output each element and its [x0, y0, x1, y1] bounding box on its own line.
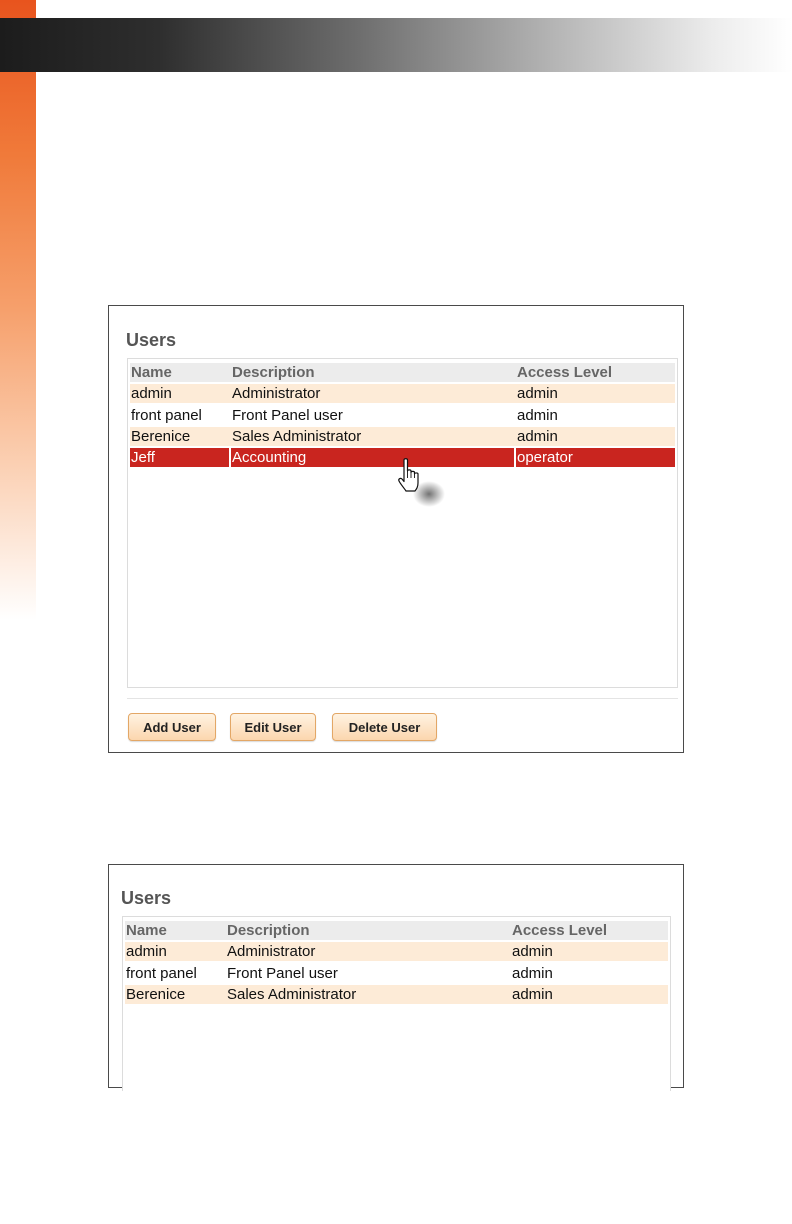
edit-user-button[interactable]: Edit User [230, 713, 316, 741]
cell-name: front panel [131, 407, 202, 424]
cell-description: Sales Administrator [232, 428, 362, 445]
column-separator [514, 448, 516, 467]
cell-description: Front Panel user [227, 965, 338, 982]
panel-title: Users [121, 888, 172, 908]
cell-description: Administrator [232, 385, 321, 402]
column-header-access-level[interactable]: Access Level [512, 922, 608, 939]
header-bar [0, 18, 792, 72]
users-panel-after [108, 864, 684, 1088]
panel-title: Users [126, 330, 177, 350]
cell-access-level: admin [512, 986, 553, 1003]
column-header-description[interactable]: Description [227, 922, 310, 939]
cell-name: admin [126, 943, 167, 960]
cell-description: Sales Administrator [227, 986, 357, 1003]
column-header-description[interactable]: Description [232, 364, 315, 381]
cell-access-level: admin [512, 965, 553, 982]
cell-name: Jeff [131, 449, 155, 466]
users-table [122, 916, 671, 1091]
cell-access-level: operator [517, 449, 573, 466]
users-panel-before [108, 305, 684, 753]
table-row[interactable] [130, 384, 675, 403]
cell-description: Front Panel user [232, 407, 343, 424]
table-header [125, 921, 668, 940]
delete-user-button[interactable]: Delete User [332, 713, 437, 741]
table-row[interactable] [130, 427, 675, 446]
cell-access-level: admin [512, 943, 553, 960]
cell-access-level: admin [517, 428, 558, 445]
accent-strip [0, 0, 36, 620]
cell-name: Berenice [131, 428, 191, 445]
cell-access-level: admin [517, 407, 558, 424]
divider [127, 698, 678, 699]
column-header-name[interactable]: Name [131, 364, 172, 381]
column-header-access-level[interactable]: Access Level [517, 364, 613, 381]
table-row[interactable] [125, 985, 668, 1004]
cell-name: admin [131, 385, 172, 402]
cell-description: Accounting [232, 449, 307, 466]
add-user-button[interactable]: Add User [128, 713, 216, 741]
column-separator [229, 448, 231, 467]
cell-description: Administrator [227, 943, 316, 960]
users-table [127, 358, 678, 688]
column-header-name[interactable]: Name [126, 922, 167, 939]
cell-name: front panel [126, 965, 197, 982]
table-row[interactable] [130, 406, 675, 425]
hand-pointer-icon [395, 456, 445, 512]
table-row[interactable] [125, 942, 668, 961]
cell-name: Berenice [126, 986, 186, 1003]
cell-access-level: admin [517, 385, 558, 402]
table-header [130, 363, 675, 382]
table-row[interactable] [125, 964, 668, 983]
